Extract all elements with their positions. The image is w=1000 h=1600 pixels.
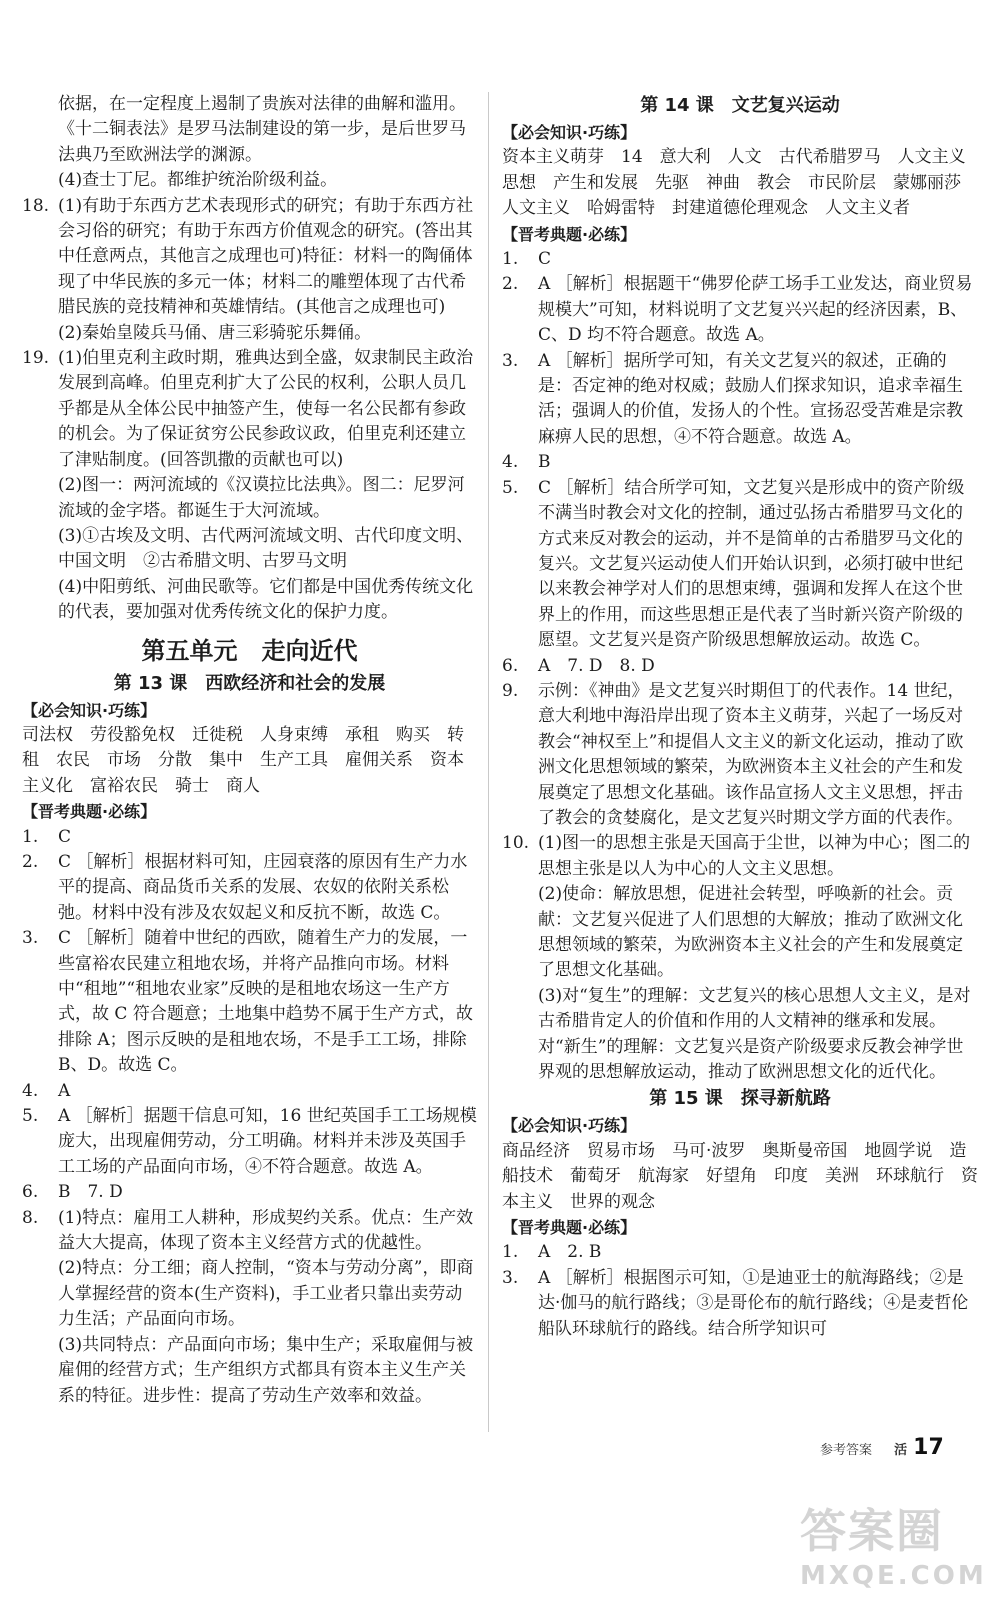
block-text: (2)使命：解放思想，促进社会转型，呼唤新的社会。贡献：文艺复兴促进了人们思想的大解放；推动了欧洲文化思想领域的繁荣，为欧洲资本主义社会的产生和发展奠定了思想文化基础。 (538, 884, 963, 981)
block-text: (4)查士丁尼。都维护统治阶级利益。 (58, 170, 338, 191)
block-text: 第 15 课 探寻新航路 (649, 1088, 831, 1110)
section-heading (502, 120, 978, 145)
item-number: 1. (502, 249, 519, 270)
item-number: 4. (502, 452, 519, 473)
block-text: (1)图一的思想主张是天国高于尘世，以神为中心；图二的思想主张是以人为中心的人文主义思想。 (538, 833, 971, 879)
block-text: 【必会知识·巧练】 (502, 123, 637, 142)
item-number: 3. (502, 1267, 519, 1288)
answer-paragraph (22, 1206, 477, 1257)
answer-paragraph (22, 825, 477, 850)
answer-paragraph (22, 926, 477, 1078)
answer-paragraph (502, 145, 983, 221)
answer-paragraph (22, 1256, 477, 1332)
lesson-title (502, 1085, 978, 1113)
item-number: 5. (22, 1106, 39, 1127)
block-text: B 7. D (58, 1182, 123, 1203)
block-text: C (58, 826, 72, 847)
answer-paragraph (22, 1079, 477, 1104)
answer-paragraph (502, 450, 978, 475)
item-number: 18. (22, 195, 50, 216)
block-text: (3)对“复生”的理解：文艺复兴的核心思想人文主义，是对古希腊肯定人的价值和作用的人文精神的继承和发展。对“新生”的理解：文艺复兴是资产阶级要求反教会神学世界观的思想解放运动，推动了欧洲思想文化的近代化。 (538, 985, 971, 1083)
item-number: 1. (22, 826, 39, 847)
page-number: 17 (913, 1435, 944, 1460)
block-text: (3)①古埃及文明、古代两河流域文明、古代印度文明、中国文明 ②古希腊文明、古罗马文明 (58, 525, 474, 572)
answer-paragraph (22, 1104, 477, 1180)
answer-paragraph (22, 1180, 477, 1205)
answer-paragraph (502, 349, 978, 451)
answer-paragraph (502, 247, 978, 272)
block-text: (3)共同特点：产品面向市场；集中生产；采取雇佣与被雇佣的经营方式；生产组织方式都具有资本主义生产关系的特征。进步性：提高了劳动生产效率和效益。 (58, 1334, 474, 1406)
watermark (800, 1495, 987, 1595)
section-heading (22, 799, 477, 824)
answer-paragraph (22, 1333, 477, 1409)
footer-label: 参考答案 (820, 1443, 873, 1458)
answer-paragraph (22, 346, 477, 473)
answer-paragraph (22, 850, 477, 926)
block-text: 第 13 课 西欧经济和社会的发展 (113, 672, 386, 694)
answer-paragraph (22, 168, 477, 193)
block-text: C ［解析］随着中世纪的西欧，随着生产力的发展，一些富裕农民建立租地农场，并将产品推向市场。材料中“租地”“租地农业家”反映的是租地农场这一生产方式，故 C 符合题意；土地集中趋势不属于生产方式，故排除 A；图示反映的是租地农场，不是手工工场，排除 B、D。故选 C。 (58, 928, 473, 1076)
block-text: 【晋考典题·必练】 (502, 224, 637, 244)
answer-paragraph (22, 723, 477, 799)
block-text: A ［解析］根据题干“佛罗伦萨工场手工业发达，商业贸易规模大”可知，材料说明了文艺复兴兴起的经济因素，B、C、D 均不符合题意。故选 A。 (538, 274, 973, 346)
block-text: (2)特点：分工细；商人控制，“资本与劳动分离”，即商人掌握经营的资本(生产资料)，手工业者只靠出卖劳动力生活；产品面向市场。 (58, 1258, 474, 1330)
block-text: (4)中阳剪纸、河曲民歌等。它们都是中国优秀传统文化的代表，要加强对优秀传统文化的保护力度。 (58, 576, 474, 623)
block-text: B (538, 452, 551, 473)
watermark-logo-text: 答案圈 (800, 1504, 944, 1558)
block-text: 示例：《神曲》是文艺复兴时期但丁的代表作。14 世纪，意大利地中海沿岸出现了资本主义萌芽，兴起了一场反对教会“神权至上”和提倡人文主义的新文化运动，推动了欧洲文化思想领域的繁荣，为欧洲资本主义社会的产生和发展奠定了思想文化基础。该作品宣扬人文主义思想，抨击了教会的贪婪腐化，是文艺复兴时期文学方面的代表作。 (538, 680, 965, 828)
section-heading (502, 1113, 978, 1138)
block-text: A ［解析］据题干信息可知，16 世纪英国手工工场规模庞大，出现雇佣劳动，分工明确。材料并未涉及英国手工工场的产品面向市场，④不符合题意。故选 A。 (58, 1106, 477, 1177)
item-number: 4. (22, 1080, 39, 1101)
block-text: 司法权 劳役豁免权 迁徙税 人身束缚 承租 购买 转租 农民 市场 分散 集中 生产工具 雇佣关系 资本主义化 富裕农民 骑士 商人 (22, 724, 464, 796)
answer-paragraph (22, 194, 477, 321)
section-heading (22, 698, 477, 723)
block-text: A ［解析］根据图示可知，①是迪亚士的航海路线；②是达·伽马的航行路线；③是哥伦布的航行路线；④是麦哲伦船队环球航行的路线。结合所学知识可 (538, 1267, 969, 1339)
block-text: 【晋考典题·必练】 (22, 802, 157, 822)
answer-paragraph (22, 473, 477, 524)
item-number: 2. (22, 851, 39, 872)
block-text: A (58, 1080, 71, 1101)
block-text: (1)特点：雇用工人耕种，形成契约关系。优点：生产效益大大提高，体现了资本主义经营方式的优越性。 (58, 1207, 474, 1254)
block-text: 商品经济 贸易市场 马可·波罗 奥斯曼帝国 地圆学说 造船技术 葡萄牙 航海家 好望角 印度 美洲 环球航行 资本主义 世界的观念 (502, 1140, 978, 1212)
answer-paragraph (502, 476, 978, 654)
item-number: 2. (502, 274, 519, 295)
item-number: 8. (22, 1207, 39, 1228)
block-text: C (538, 249, 552, 270)
block-text: A 7. D 8. D (538, 655, 655, 676)
block-text: C ［解析］结合所学可知，文艺复兴是形成中的资产阶级不满当时教会对文化的控制，通过弘扬古希腊罗马文化的方式来反对教会的运动，并不是简单的古希腊罗马文化的复兴。文艺复兴运动使人们开始认识到，必须打破中世纪以来教会神学对人们的思想束缚，强调和发挥人在这个世界上的作用，而这些思想正是代表了当时新兴资产阶级的愿望。文艺复兴是资产阶级思想解放运动。故选 C。 (538, 477, 965, 651)
item-number: 6. (502, 655, 519, 676)
answer-paragraph (502, 1139, 978, 1215)
watermark-url: MXQE.COM (800, 1561, 987, 1591)
item-number: 1. (502, 1242, 519, 1263)
block-text: 资本主义萌芽 14 意大利 人文 古代希腊罗马 人文主义 思想 产生和发展 先驱 神曲 教会 市民阶层 蒙娜丽莎 人文主义 哈姆雷特 封建道德伦理观念 人文主义者 (502, 147, 983, 219)
answer-paragraph (22, 321, 477, 346)
answer-paragraph (502, 272, 978, 348)
item-number: 3. (22, 928, 39, 949)
block-text: C ［解析］根据材料可知，庄园衰落的原因有生产力水平的提高、商品货币关系的发展、农奴的依附关系松弛。材料中没有涉及农奴起义和反抗不断，故选 C。 (58, 851, 468, 923)
item-number: 3. (502, 350, 519, 371)
block-text: 【必会知识·巧练】 (502, 1116, 637, 1136)
answer-paragraph (502, 984, 978, 1086)
answer-paragraph (22, 524, 477, 575)
answer-paragraph (502, 831, 978, 882)
item-number: 9. (502, 680, 519, 701)
answer-paragraph (502, 679, 978, 831)
section-heading (502, 1215, 978, 1240)
block-text: (2)图一：两河流域的《汉谟拉比法典》。图二：尼罗河流域的金字塔。都诞生于大河流域。 (58, 475, 465, 521)
block-text: A ［解析］据所学可知，有关文艺复兴的叙述，正确的是：否定神的绝对权威；鼓励人们探求知识，追求幸福生活；强调人的价值，发扬人的个性。宣扬忍受苦难是宗教麻痹人民的思想，④不符合题意。故选 A。 (538, 350, 963, 447)
section-heading (502, 222, 978, 247)
block-text: (1)有助于东西方艺术表现形式的研究；有助于东西方社会习俗的研究；有助于东西方价值观念的研究。(答出其中任意两点，其他言之成理也可)特征：材料一的陶俑体现了中华民族的多元一体；材料二的雕塑体现了古代希腊民族的竞技精神和英雄情结。(其他言之成理也可) (58, 195, 474, 318)
answer-paragraph (22, 92, 477, 168)
answer-paragraph (502, 1240, 978, 1265)
page-footer (820, 1435, 944, 1460)
block-text: (2)秦始皇陵兵马俑、唐三彩骑驼乐舞俑。 (58, 322, 372, 343)
answer-paragraph (22, 575, 477, 626)
footer-brand: 活 (894, 1443, 908, 1458)
item-number: 5. (502, 477, 519, 498)
block-text: 第五单元 走向近代 (141, 636, 358, 665)
block-text: 【晋考典题·必练】 (502, 1218, 637, 1238)
column-divider (488, 92, 489, 1432)
block-text: 依据，在一定程度上遏制了贵族对法律的曲解和滥用。《十二铜表法》是罗马法制建设的第一步，是后世罗马法典乃至欧洲法学的渊源。 (58, 94, 466, 165)
left-column (22, 92, 477, 1409)
answer-paragraph (502, 1266, 978, 1342)
block-text: 第 14 课 文艺复兴运动 (640, 95, 840, 116)
lesson-title (502, 92, 978, 120)
answer-paragraph (502, 882, 978, 984)
item-number: 10. (502, 833, 530, 854)
block-text: 【必会知识·巧练】 (22, 700, 157, 720)
block-text: A 2. B (538, 1242, 602, 1263)
item-number: 6. (22, 1182, 39, 1203)
item-number: 19. (22, 348, 50, 369)
answer-paragraph (502, 654, 978, 679)
lesson-title (22, 670, 477, 698)
right-column (502, 92, 983, 1342)
unit-title (22, 634, 477, 668)
block-text: (1)伯里克利主政时期，雅典达到全盛，奴隶制民主政治发展到高峰。伯里克利扩大了公民的权利，公职人员几乎都是从全体公民中抽签产生，使每一名公民都有参政的机会。为了保证贫穷公民参政议政，伯里克利还建立了津贴制度。(回答凯撒的贡献也可以) (58, 348, 474, 470)
